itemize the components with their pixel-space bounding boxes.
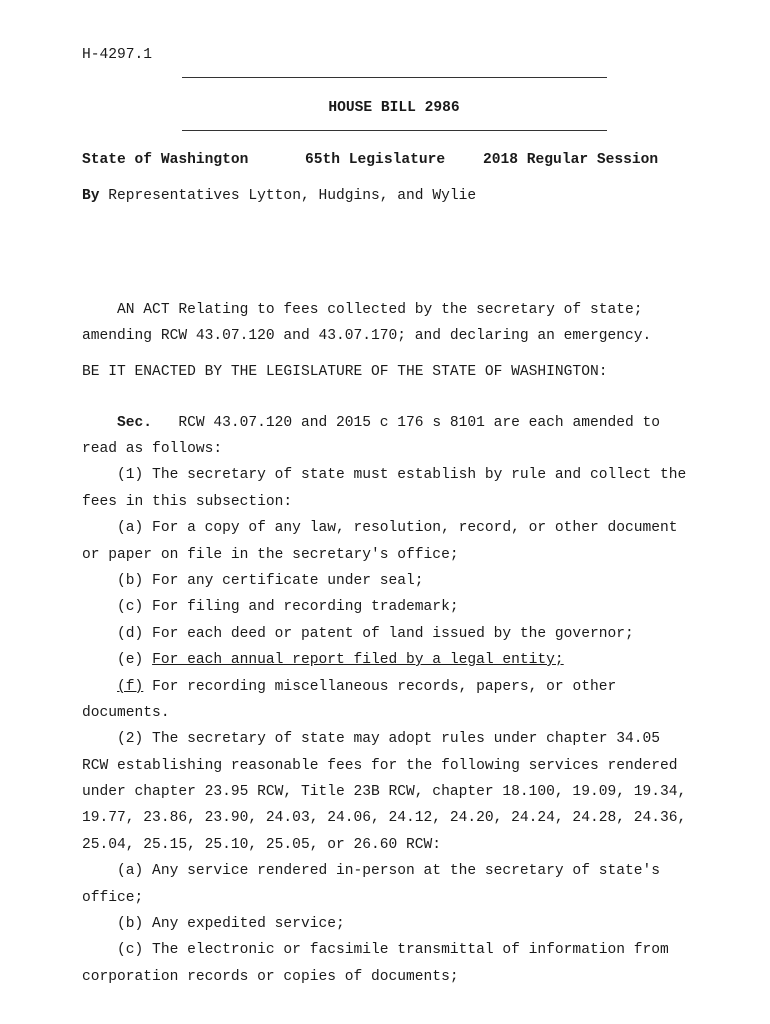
header-session: 2018 Regular Session <box>483 152 659 168</box>
header-legislature: 65th Legislature <box>305 152 446 168</box>
body-line: RCW establishing reasonable fees for the following services rendered <box>82 758 678 774</box>
body-line: (b) For any certificate under seal; <box>82 573 424 589</box>
body-line: or paper on file in the secretary's office; <box>82 547 459 563</box>
body-line: under chapter 23.95 RCW, Title 23B RCW, chapter 18.100, 19.09, 19.34, <box>82 784 687 800</box>
item-f-rest: For recording miscellaneous records, papers, or other <box>143 679 617 695</box>
body-line: office; <box>82 890 144 906</box>
bill-title: HOUSE BILL 2986 <box>328 100 460 116</box>
act-title-line-2: amending RCW 43.07.120 and 43.07.170; and declaring an emergency. <box>82 328 652 344</box>
body-line: (c) The electronic or facsimile transmittal of information from <box>82 942 669 958</box>
section-heading-line <box>82 416 660 431</box>
document-id: H-4297.1 <box>82 47 153 63</box>
section-label: Sec. <box>117 415 153 431</box>
item-f-inserted-label: (f) <box>117 679 144 695</box>
section-heading-rest: RCW 43.07.120 and 2015 c 176 s 8101 are each amended to <box>178 415 661 431</box>
body-line: (d) For each deed or patent of land issued by the governor; <box>82 626 634 642</box>
body-line: (2) The secretary of state may adopt rules under chapter 34.05 <box>82 731 661 747</box>
title-rule-top <box>182 77 607 78</box>
item-e-prefix: (e) <box>82 652 153 668</box>
item-f-indent <box>82 679 117 695</box>
body-line: (a) Any service rendered in-person at the secretary of state's <box>82 863 661 879</box>
sponsors-line <box>82 189 476 204</box>
act-title-line-1: AN ACT Relating to fees collected by the secretary of state; <box>82 302 643 318</box>
body-line: (b) Any expedited service; <box>82 916 345 932</box>
header-state: State of Washington <box>82 152 249 168</box>
title-rule-bottom <box>182 130 607 131</box>
body-line: (a) For a copy of any law, resolution, record, or other document <box>82 520 678 536</box>
body-line: 25.04, 25.15, 25.10, 25.05, or 26.60 RCW: <box>82 837 442 853</box>
body-line: (c) For filing and recording trademark; <box>82 599 459 615</box>
body-line: corporation records or copies of documents; <box>82 969 459 985</box>
body-line: 19.77, 23.86, 23.90, 24.03, 24.06, 24.12, 24.20, 24.24, 24.28, 24.36, <box>82 810 687 826</box>
item-f-line <box>82 680 616 695</box>
body-line: (1) The secretary of state must establish by rule and collect the <box>82 467 687 483</box>
item-e-inserted-text: For each annual report filed by a legal entity; <box>152 652 564 668</box>
section-heading-line-2: read as follows: <box>82 441 223 457</box>
item-e-line <box>82 653 564 668</box>
enacting-clause: BE IT ENACTED BY THE LEGISLATURE OF THE STATE OF WASHINGTON: <box>82 364 608 380</box>
sponsors-names: Representatives Lytton, Hudgins, and Wylie <box>108 188 477 204</box>
body-line: fees in this subsection: <box>82 494 293 510</box>
body-line: documents. <box>82 705 170 721</box>
sponsors-by-label: By <box>82 188 100 204</box>
